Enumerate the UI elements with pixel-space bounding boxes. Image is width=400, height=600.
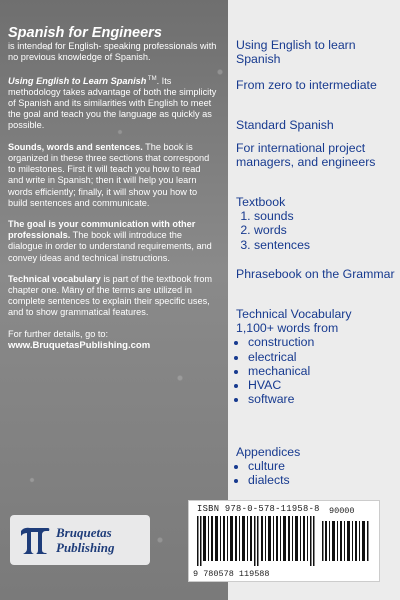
trademark: TM	[146, 75, 157, 82]
methodology-paragraph	[8, 74, 218, 132]
list-item: • software	[248, 392, 396, 406]
price-code: 90000	[329, 506, 355, 516]
barcode-bars-icon	[197, 516, 315, 566]
list-item: 1. sounds	[254, 209, 396, 223]
sections-paragraph	[8, 142, 218, 209]
addon-barcode-icon	[322, 516, 370, 561]
publisher-name-line2: Publishing	[56, 540, 115, 555]
description-text	[8, 25, 218, 361]
appendices-heading: Appendices	[236, 445, 301, 459]
textbook-heading: Textbook	[236, 195, 286, 209]
list-item: • electrical	[248, 350, 396, 364]
feature-level: From zero to intermediate	[236, 78, 377, 92]
feature-phrasebook: Phrasebook on the Grammar	[236, 267, 395, 281]
list-item: • culture	[248, 459, 396, 473]
list-item: • dialects	[248, 473, 396, 487]
vocabulary-lead: Technical vocabulary	[8, 273, 101, 284]
feature-english: Using English to learn Spanish	[236, 38, 356, 67]
publisher-name-line1: Bruquetas	[56, 525, 112, 540]
details-text: For further details, go to:	[8, 328, 109, 339]
methodology-text: . Its methodology takes advantage of both the simplicity of Spanish and its similarities with English to meet the goal and teach you the language as quickly as possible.	[8, 75, 217, 131]
methodology-lead: Using English to Learn Spanish	[8, 75, 147, 86]
feature-vocabulary	[236, 307, 396, 406]
feature-standard: Standard Spanish	[236, 118, 334, 132]
barcode-number: 9 780578 119588	[193, 569, 270, 579]
feature-textbook	[236, 195, 396, 252]
details-paragraph	[8, 329, 218, 351]
list-item: 3. sentences	[254, 238, 396, 252]
publisher-url[interactable]: www.BruquetasPublishing.com	[8, 339, 151, 351]
vocabulary-paragraph	[8, 274, 218, 319]
list-item: • mechanical	[248, 364, 396, 378]
isbn-barcode	[188, 500, 380, 582]
publisher-name	[56, 525, 115, 555]
sections-text: The book is organized in these three sections that correspond to milestones. First it will teach you how to read and write in Spanish; then it will help you learn words efficiently; finally, it will show you how to build sentences and communicate.	[8, 141, 210, 208]
vocabulary-list	[236, 335, 396, 406]
sections-lead: Sounds, words and sentences.	[8, 141, 143, 152]
vocabulary-heading: Technical Vocabulary	[236, 307, 352, 321]
vocabulary-text: is part of the textbook from chapter one. Many of the terms are utilized in complete sentences to explain their specific uses, and to show grammatical features.	[8, 273, 213, 318]
intro-paragraph	[8, 25, 218, 64]
textbook-list	[236, 209, 396, 252]
vocabulary-count: 1,100+ words from	[236, 321, 339, 336]
list-item: • construction	[248, 335, 396, 349]
feature-appendices	[236, 445, 396, 488]
publisher-logo	[10, 515, 150, 565]
isbn-number: ISBN 978-0-578-11958-8	[197, 504, 320, 514]
goal-text: The book will introduce the dialogue in order to understand requirements, and convey ideas and technical instructions.	[8, 230, 212, 263]
intro-text: is intended for English- speaking professionals with no previous knowledge of Spanish.	[8, 41, 217, 63]
book-title: Spanish for Engineers	[8, 25, 162, 41]
list-item: 2. words	[254, 223, 396, 237]
feature-audience: For international project managers, and engineers	[236, 141, 376, 170]
appendices-list	[236, 459, 396, 487]
pi-logo-icon	[18, 523, 52, 557]
goal-lead: The goal is your communication with other professionals.	[8, 218, 196, 241]
goal-paragraph	[8, 219, 218, 264]
list-item: • HVAC	[248, 378, 396, 392]
